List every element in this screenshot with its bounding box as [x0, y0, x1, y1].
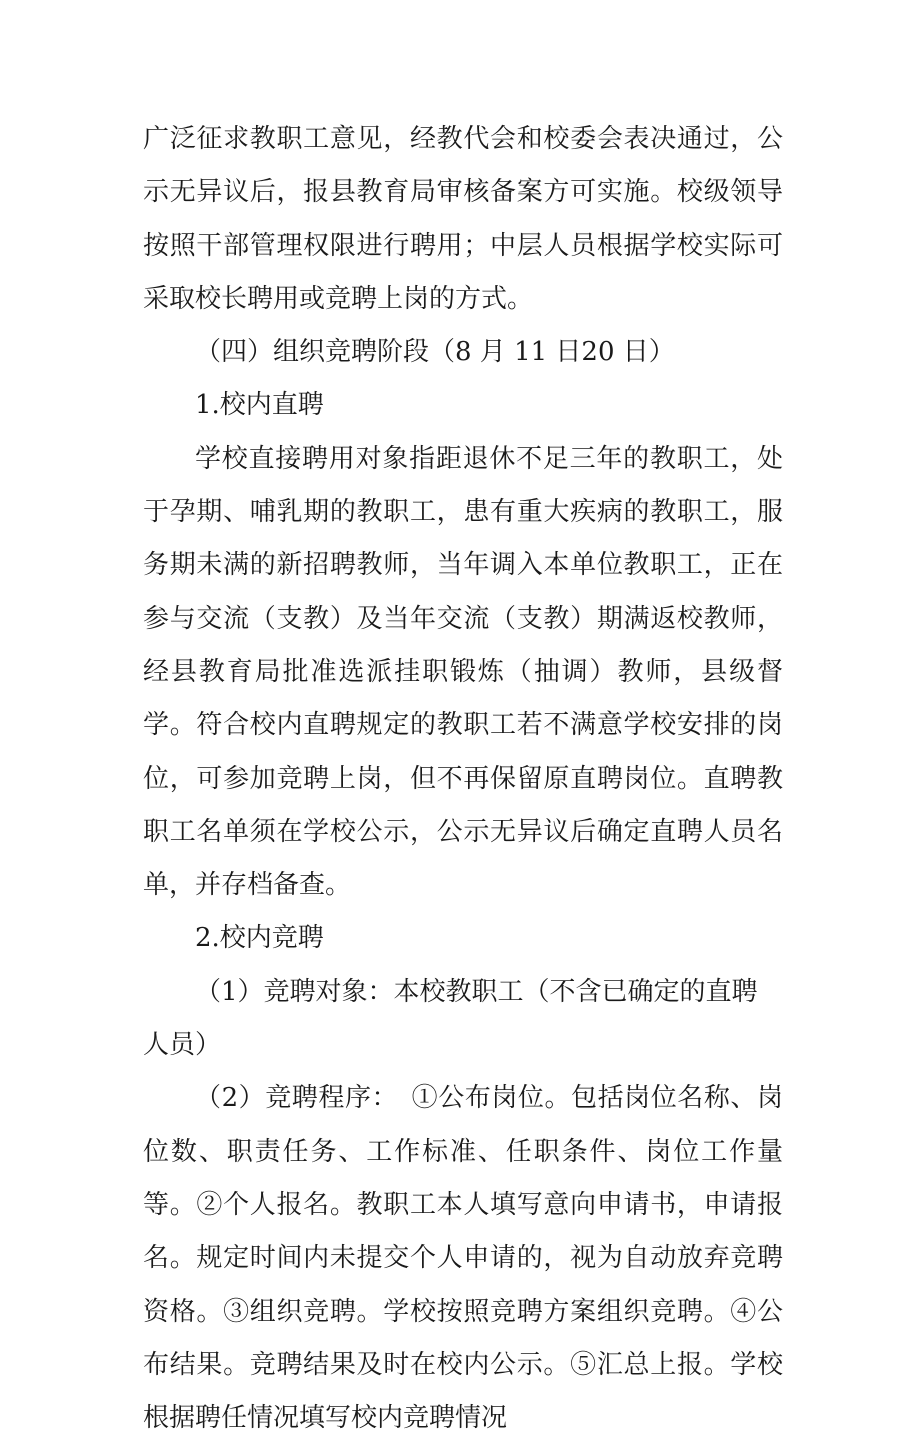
paragraph-continuation: 广泛征求教职工意见，经教代会和校委会表决通过，公示无异议后，报县教育局审核备案方可实施。校级领导按照干部管理权限进行聘用；中层人员根据学校实际可采取校长聘用或竞聘上岗的方式。	[143, 124, 783, 314]
subheading-direct-hire: 1.校内直聘	[195, 390, 324, 421]
subheading-internal-competition: 2.校内竞聘	[195, 923, 324, 954]
paragraph-competition-targets: （1）竞聘对象：本校教职工（不含已确定的直聘人员）	[143, 976, 758, 1061]
document-body	[143, 113, 783, 1445]
section-heading-organize-competition: （四）组织竞聘阶段（8 月 11 日20 日）	[195, 337, 675, 368]
paragraph-direct-hire: 学校直接聘用对象指距退休不足三年的教职工，处于孕期、哺乳期的教职工，患有重大疾病的教职工，服务期未满的新招聘教师，当年调入本单位教职工，正在参与交流（支教）及当年交流（支教）期满返校教师，经县教育局批准选派挂职锻炼（抽调）教师，县级督学。符合校内直聘规定的教职工若不满意学校安排的岗位，可参加竞聘上岗，但不再保留原直聘岗位。直聘教职工名单须在学校公示，公示无异议后确定直聘人员名单，并存档备查。	[143, 443, 783, 901]
paragraph-competition-procedure: （2）竞聘程序： ①公布岗位。包括岗位名称、岗位数、职责任务、工作标准、任职条件、岗位工作量等。②个人报名。教职工本人填写意向申请书，申请报名。规定时间内未提交个人申请的，视为自动放弃竞聘资格。③组织竞聘。学校按照竞聘方案组织竞聘。④公布结果。竞聘结果及时在校内公示。⑤汇总上报。学校根据聘任情况填写校内竞聘情况	[143, 1083, 783, 1434]
